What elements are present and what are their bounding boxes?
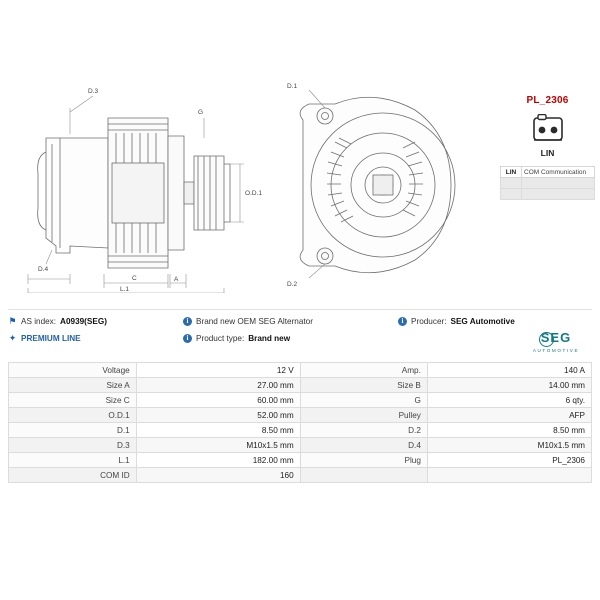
svg-text:C: C	[132, 275, 137, 282]
spec-value: 8.50 mm	[427, 423, 591, 438]
spec-value: 12 V	[136, 363, 300, 378]
spec-label: Amp.	[300, 363, 427, 378]
seg-ring-icon	[539, 332, 554, 347]
spec-value: PL_2306	[427, 453, 591, 468]
divider-top	[8, 309, 592, 310]
plug-pin-key: LIN	[501, 167, 522, 178]
info-row-2	[8, 330, 592, 347]
spec-value: 140 A	[427, 363, 591, 378]
spec-value: 182.00 mm	[136, 453, 300, 468]
spec-value: M10x1.5 mm	[136, 438, 300, 453]
table-row	[9, 408, 592, 423]
spec-label: D.4	[300, 438, 427, 453]
plug-pin-row	[501, 167, 595, 178]
svg-text:D.2: D.2	[287, 281, 298, 288]
plug-icon	[525, 114, 571, 146]
alternator-side-view	[8, 78, 263, 293]
as-index-value: A0939(SEG)	[60, 317, 107, 326]
svg-text:O.D.1: O.D.1	[245, 190, 262, 197]
spec-value: 52.00 mm	[136, 408, 300, 423]
seg-logo-word: SEG	[540, 330, 572, 345]
plug-pin-value: COM Communication	[522, 167, 595, 178]
svg-text:D.1: D.1	[287, 83, 298, 90]
spec-value: 27.00 mm	[136, 378, 300, 393]
table-row	[9, 453, 592, 468]
spec-value: M10x1.5 mm	[427, 438, 591, 453]
table-row	[9, 378, 592, 393]
producer-label: Producer:	[411, 317, 447, 326]
plug-pin-key	[501, 189, 522, 200]
plug-pin-table	[500, 166, 595, 200]
product-type-value: Brand new	[248, 334, 291, 343]
spec-value: AFP	[427, 408, 591, 423]
alternator-front-view	[265, 80, 495, 295]
spec-label: L.1	[9, 453, 137, 468]
info-icon: i	[183, 334, 192, 343]
brand-label: Brand new OEM SEG Alternator	[196, 317, 313, 326]
info-icon: i	[398, 317, 407, 326]
producer-info	[398, 317, 592, 326]
spec-label: Size A	[9, 378, 137, 393]
table-row	[9, 393, 592, 408]
info-strip	[8, 313, 592, 347]
spec-value: 8.50 mm	[136, 423, 300, 438]
technical-drawings	[0, 0, 600, 293]
table-row	[9, 423, 592, 438]
plug-pin-key	[501, 178, 522, 189]
spec-label: Plug	[300, 453, 427, 468]
front-view-svg	[265, 80, 495, 295]
spec-value: 60.00 mm	[136, 393, 300, 408]
plug-pin-row	[501, 189, 595, 200]
as-index-label: AS index:	[21, 317, 57, 326]
premium-line	[8, 334, 183, 343]
spec-label: COM ID	[9, 468, 137, 483]
side-view-svg	[8, 78, 263, 293]
table-row	[9, 363, 592, 378]
spec-label: D.1	[9, 423, 137, 438]
spec-value: 160	[136, 468, 300, 483]
svg-text:D.4: D.4	[38, 266, 49, 273]
spec-label: Pulley	[300, 408, 427, 423]
tag-icon: ⚑	[8, 316, 17, 326]
info-icon: i	[183, 317, 192, 326]
svg-text:D.3: D.3	[88, 88, 99, 95]
plug-pin-row	[501, 178, 595, 189]
info-row-1	[8, 313, 592, 330]
spec-value: 6 qty.	[427, 393, 591, 408]
plug-pin-value	[522, 189, 595, 200]
product-type-label: Product type:	[196, 334, 245, 343]
spec-label: D.2	[300, 423, 427, 438]
svg-text:G: G	[198, 109, 204, 116]
spec-label	[300, 468, 427, 483]
spec-label: Size B	[300, 378, 427, 393]
producer-value: SEG Automotive	[450, 317, 515, 326]
table-row	[9, 438, 592, 453]
spec-value	[427, 468, 591, 483]
plug-pin-value	[522, 178, 595, 189]
spec-table	[8, 362, 592, 483]
spec-label: O.D.1	[9, 408, 137, 423]
plug-code: PL_2306	[526, 95, 569, 106]
plug-panel	[500, 95, 595, 225]
table-row	[9, 468, 592, 483]
spec-label: G	[300, 393, 427, 408]
spec-label: D.3	[9, 438, 137, 453]
spec-label: Voltage	[9, 363, 137, 378]
spec-label: Size C	[9, 393, 137, 408]
diamond-icon: ✦	[8, 333, 17, 343]
plug-type-label: LIN	[540, 148, 555, 158]
seg-logo	[520, 329, 592, 353]
spec-value: 14.00 mm	[427, 378, 591, 393]
as-index	[8, 317, 183, 326]
premium-label: PREMIUM LINE	[21, 334, 81, 343]
product-type	[183, 334, 398, 343]
svg-text:L.1: L.1	[120, 286, 130, 293]
seg-logo-sub: AUTOMOTIVE	[532, 348, 580, 353]
brand-info	[183, 317, 398, 326]
svg-text:A: A	[174, 276, 179, 283]
